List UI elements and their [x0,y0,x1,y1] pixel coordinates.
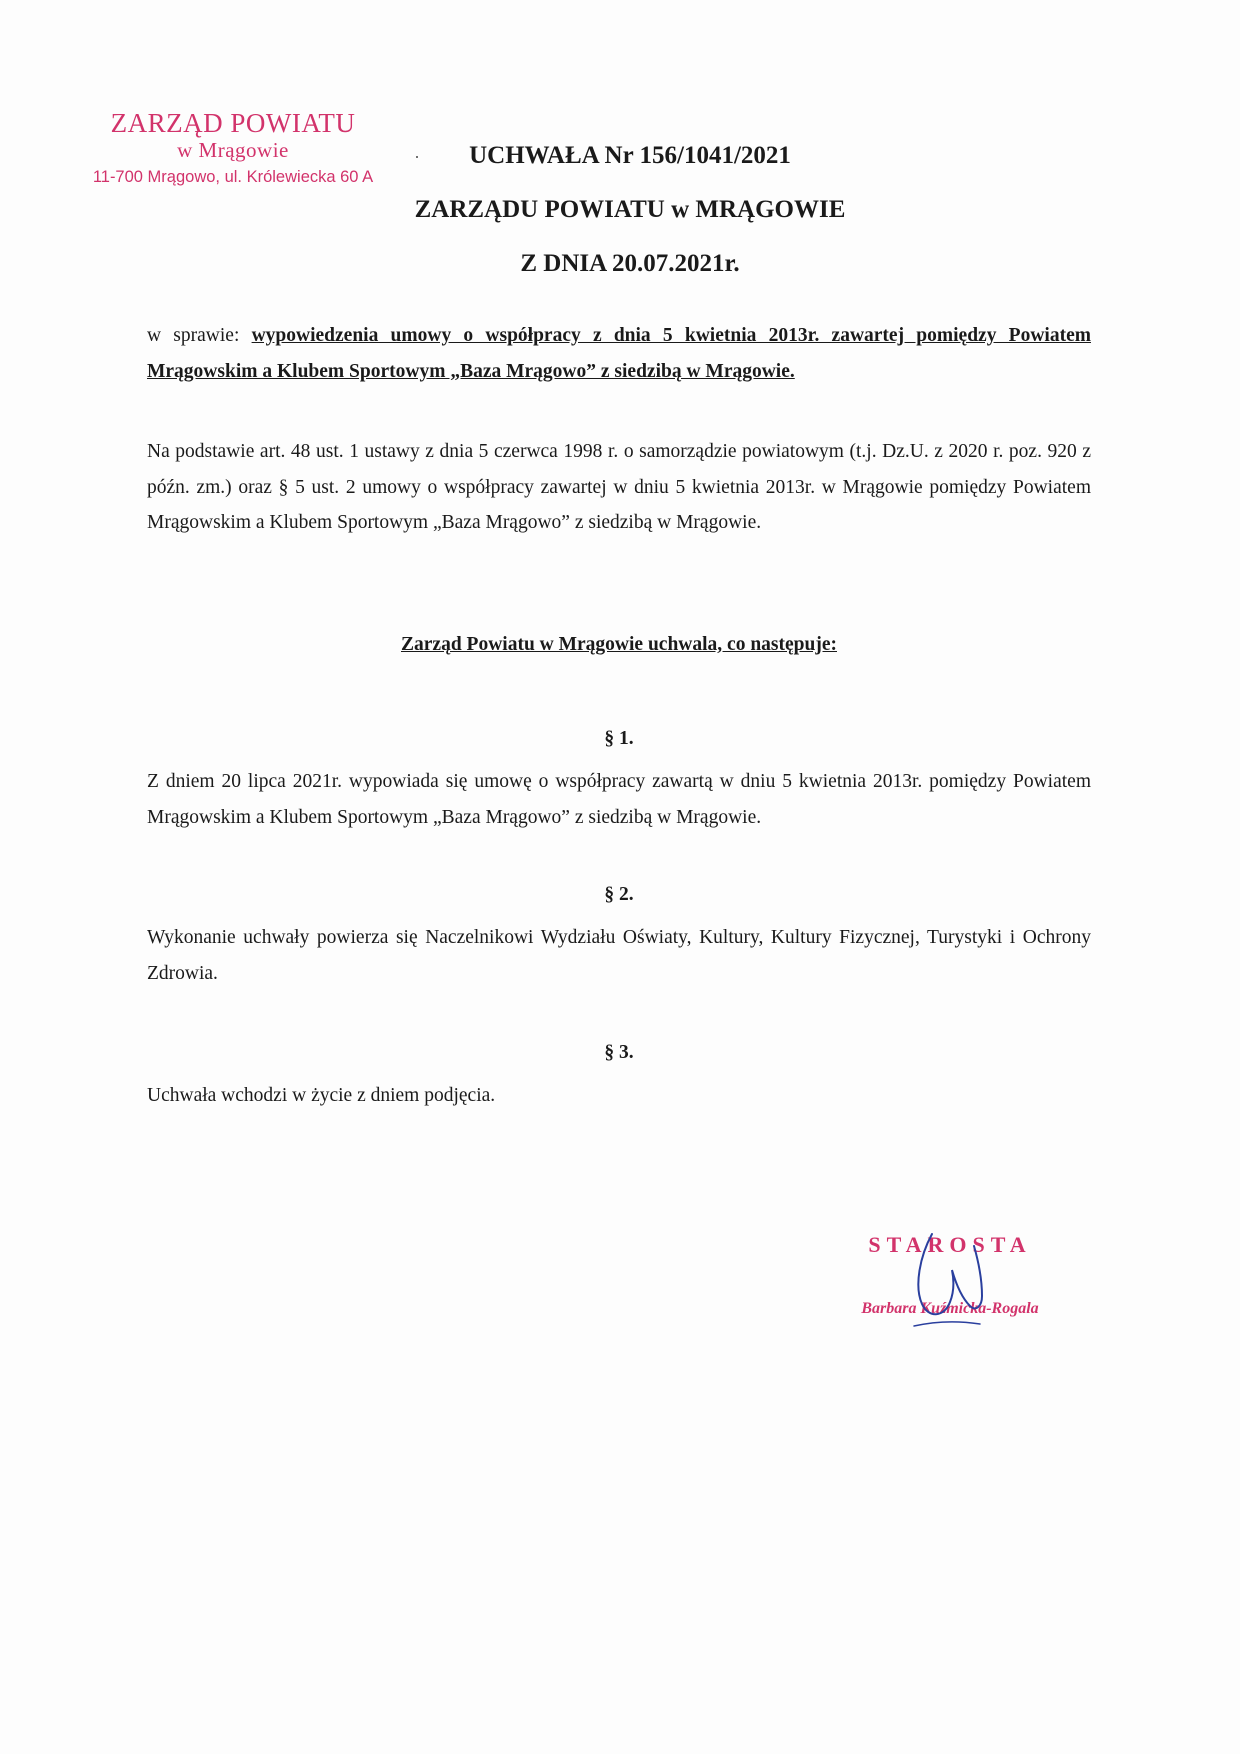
resolves-heading: Zarząd Powiatu w Mrągowie uchwala, co następuje: [401,634,837,655]
section-3-text: Uchwała wchodzi w życie z dniem podjęcia. [147,1085,496,1106]
subject-paragraph [147,318,1091,389]
signature-name: Barbara Kuźmicka-Rogala [861,1300,1039,1317]
letterhead-org: ZARZĄD POWIATU [110,108,356,138]
handwritten-signature [892,1226,1012,1336]
section-1-number: § 1. [604,728,634,749]
legal-basis-paragraph: Na podstawie art. 48 ust. 1 ustawy z dnia 5 czerwca 1998 r. o samorządzie powiatowym (t.j. Dz.U. z 2020 r. poz. 920 z późn. zm.) oraz § 5 ust. 2 umowy o współpracy zawartej w dniu 5 kwietnia 2013r. w Mrągowie pomiędzy Powiatem Mrągowskim a Klubem Sportowym „Baza Mrągowo” z siedzibą w Mrągowie. [147,441,1091,533]
signature-role: STAROSTA [868,1232,1032,1257]
section-3-number: § 3. [604,1042,634,1063]
resolution-number: UCHWAŁA Nr 156/1041/2021 [469,142,791,169]
resolution-date: Z DNIA 20.07.2021r. [520,250,740,277]
section-2-text: Wykonanie uchwały powierza się Naczelnikowi Wydziału Oświaty, Kultury, Kultury Fizycznej, Turystyki i Ochrony Zdrowia. [147,927,1091,984]
subject-prefix: w sprawie: [147,325,252,346]
letterhead-city: w Mrągowie [177,138,289,162]
letterhead-address: 11-700 Mrągowo, ul. Królewiecka 60 A [92,168,374,186]
section-1-text: Z dniem 20 lipca 2021r. wypowiada się umowę o współpracy zawartą w dniu 5 kwietnia 2013r. pomiędzy Powiatem Mrągowskim a Klubem Sportowym „Baza Mrągowo” z siedzibą w Mrągowie. [147,771,1091,828]
resolution-issuer: ZARZĄDU POWIATU w MRĄGOWIE [414,196,846,223]
subject-text: wypowiedzenia umowy o współpracy z dnia 5 kwietnia 2013r. zawartej pomiędzy Powiatem Mrągowskim a Klubem Sportowym „Baza Mrągowo” z siedzibą w Mrągowie. [147,325,1091,382]
section-2-number: § 2. [604,884,634,905]
